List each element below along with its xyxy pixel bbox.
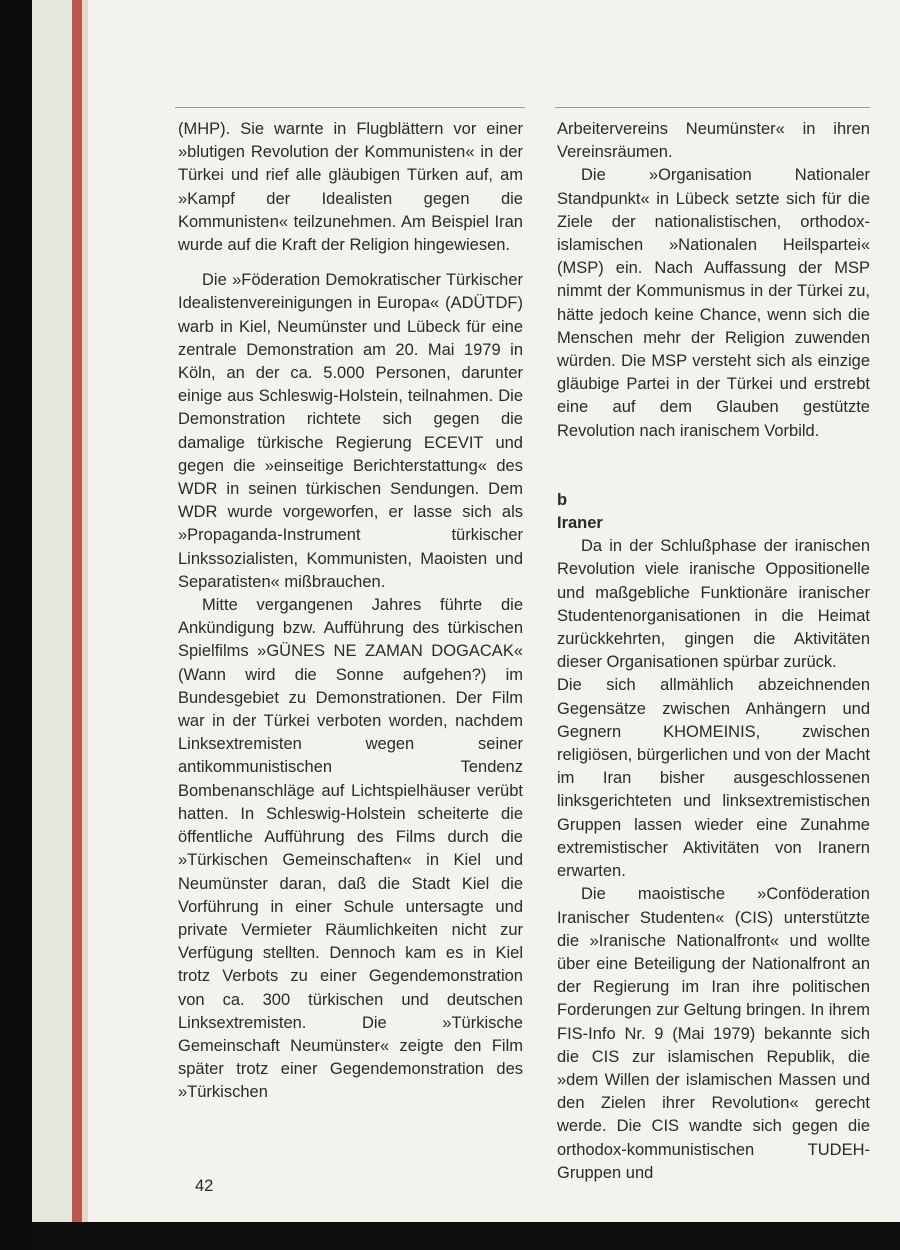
paragraph: Die sich allmählich abzeichnenden Gegensätze zwischen Anhängern und Gegnern KHOMEINIS, zwischen religiösen, bürgerlichen und von der Macht im Iran bisher ausgeschlossenen linksgerichteten und linksextremistischen Gruppen lassen wieder eine Zunahme extremistischer Aktivitäten von Iranern erwarten. (557, 676, 870, 881)
paragraph: Arbeitervereins Neumünster« in ihren Vereinsräumen. (557, 120, 870, 162)
right-column (557, 118, 870, 1185)
paragraph: Die »Föderation Demokratischer Türkischer Idealistenvereinigungen in Europa« (ADÜTDF) warb in Kiel, Neumünster und Lübeck für eine zentrale Demonstration am 20. Mai 1979 in Köln, an der ca. 5.000 Personen, darunter einige aus Schleswig-Holstein, teilnahmen. Die Demonstration richtete sich gegen die damalige türkische Regierung ECEVIT und gegen die »einseitige Berichterstattung« des WDR in seinen türkischen Sendungen. Dem WDR wurde vorgeworfen, er lasse sich als »Propaganda-Instrument türkischer Linkssozialisten, Kommunisten, Maoisten und Separatisten« mißbrauchen. (178, 271, 523, 591)
page-bottom-shadow (32, 1222, 900, 1250)
book-binding-shadow (0, 0, 32, 1250)
paragraph: Mitte vergangenen Jahres führte die Ankündigung bzw. Aufführung des türkischen Spielfilms »GÜNES NE ZAMAN DOGACAK« (Wann wird die Sonne aufgehen?) im Bundesgebiet zu Demonstrationen. Der Film war in der Türkei verboten worden, nachdem Linksextremisten wegen seiner antikommunistischen Tendenz Bombenanschläge auf Lichtspielhäuser verübt hatten. In Schleswig-Holstein scheiterte die öffentliche Aufführung des Films durch die »Türkischen Gemeinschaften« in Kiel und Neumünster daran, daß die Stadt Kiel die Vorführung in einer Schule untersagte und private Vermieter Räumlichkeiten nicht zur Verfügung stellten. Dennoch kam es in Kiel trotz Verbots zu einer Gegendemonstration von ca. 300 türkischen und deutschen Linksextremisten. Die »Türkische Gemeinschaft Neumünster« zeigte den Film später trotz einer Gegendemonstration des »Türkischen (178, 596, 523, 1102)
paragraph: Da in der Schlußphase der iranischen Revolution viele iranische Oppositionelle und maßgebliche Funktionäre iranischer Studentenorganisationen in die Heimat zurückkehrten, gingen die Aktivitäten dieser Organisationen spürbar zurück. (557, 537, 870, 672)
paragraph: (MHP). Sie warnte in Flugblättern vor einer »blutigen Revolution der Kommunisten« in der Türkei und rief alle gläubigen Türken auf, am »Kampf der Idealisten gegen die Kommunisten« teilzunehmen. Am Beispiel Iran wurde auf die Kraft der Religion hingewiesen. (178, 120, 523, 255)
top-rule-left (175, 107, 525, 108)
book-spine-edge (72, 0, 82, 1225)
left-column (178, 118, 523, 1105)
paragraph: Die »Organisation Nationaler Standpunkt« in Lübeck setzte sich für die Ziele der nationalistischen, orthodox-islamischen »Nationalen Heilspartei« (MSP) ein. Nach Auffassung der MSP nimmt der Kommunismus in der Türkei zu, hätte jedoch keine Chance, wenn sich die Menschen mehr der Religion zuwenden würden. Die MSP versteht sich als einzige gläubige Partei in der Türkei und erstrebt eine auf dem Glauben gestützte Revolution nach iranischem Vorbild. (557, 166, 870, 440)
book-binding-strip (32, 0, 72, 1250)
page-number: 42 (195, 1177, 214, 1195)
top-rule-right (555, 107, 870, 108)
section-heading: Iraner (557, 514, 603, 533)
section-letter: b (557, 490, 568, 509)
paragraph: Die maoistische »Conföderation Iranischer Studenten« (CIS) unterstützte die »Iranische Nationalfront« und wollte über eine Beteiligung der Nationalfront an der Regierung im Iran ihre politischen Forderungen zur Geltung bringen. In ihrem FIS-Info Nr. 9 (Mai 1979) bekannte sich die CIS zur islamischen Republik, die »dem Willen der islamischen Massen und den Zielen ihrer Revolution« gerecht werde. Die CIS wandte sich gegen die orthodox-kommunistischen TUDEH-Gruppen und (557, 885, 870, 1182)
book-spine-edge-light (82, 0, 88, 1225)
